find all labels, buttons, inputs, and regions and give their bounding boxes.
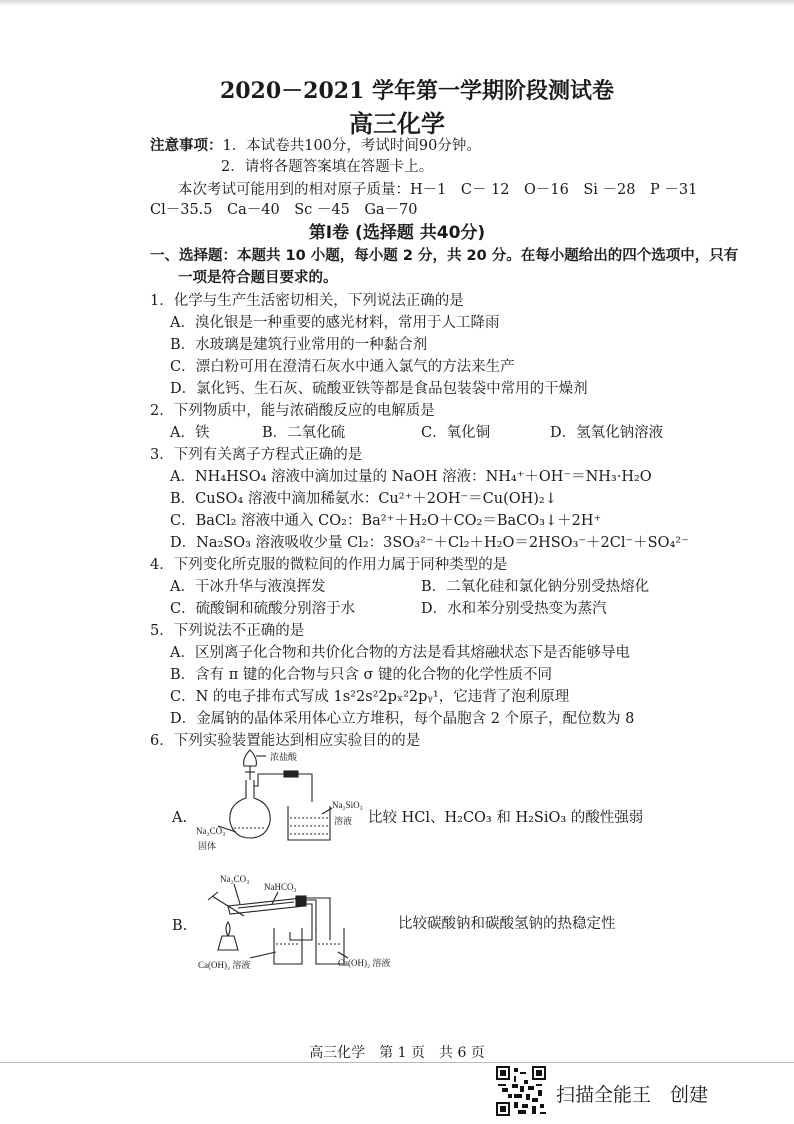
q3-option-a: A．NH₄HSO₄ 溶液中滴加过量的 NaOH 溶液：NH₄⁺＋OH⁻＝NH₃·H₂O [170,469,652,485]
q6-option-b-text: 比较碳酸钠和碳酸氢钠的热稳定性 [398,916,616,932]
q5-option-d: D．金属钠的晶体采用体心立方堆积，每个晶胞含 2 个原子，配位数为 8 [170,711,635,727]
atomic-masses-1: 本次考试可能用到的相对原子质量：H－1 C－ 12 O－16 Si －28 P －31 [178,182,698,198]
exam-title: 2020－2021 学年第一学期阶段测试卷 [219,78,615,104]
q4-stem: 4．下列变化所克服的微粒间的作用力属于同种类型的是 [150,557,508,573]
exam-subject: 高三化学 [349,110,445,138]
q2-option-d: D．氢氧化钠溶液 [550,425,664,441]
scan-divider [0,1062,794,1063]
fig-b-left-solution-label: Ca(OH)₂ 溶液 [198,960,251,970]
q1-option-d: D．氯化钙、生石灰、硫酸亚铁等都是食品包装袋中常用的干燥剂 [170,381,588,397]
fig-b-na2co3-label: Na₂CO₃ [220,874,250,884]
fig-a-solution-label-1: Na₂SiO₃ [332,800,363,810]
q2-option-c: C．氧化铜 [421,425,491,441]
q5-option-c: C．N 的电子排布式写成 1s²2s²2pₓ²2pᵧ¹，它违背了泡利原理 [170,689,570,705]
q3-option-b: B．CuSO₄ 溶液中滴加稀氨水：Cu²⁺＋2OH⁻＝Cu(OH)₂↓ [170,491,557,507]
q1-option-a: A．溴化银是一种重要的感光材料，常用于人工降雨 [170,315,500,331]
q6-option-a-text: 比较 HCl、H₂CO₃ 和 H₂SiO₃ 的酸性强弱 [368,810,644,826]
q6-stem: 6．下列实验装置能达到相应实验目的的是 [150,733,421,749]
qr-code-icon [496,1066,546,1116]
q1-option-b: B．水玻璃是建筑行业常用的一种黏合剂 [170,337,428,353]
notes-label: 注意事项： [150,138,223,154]
fig-a-acid-label: 浓盐酸 [270,752,298,762]
notes-item-1: 1．本试卷共100分，考试时间90分钟。 [222,138,481,154]
fig-b-right-solution-label: Ca(OH)₂ 溶液 [338,958,391,968]
q4-option-a: A．干冰升华与液溴挥发 [170,579,326,595]
q5-option-b: B．含有 π 键的化合物与只含 σ 键的化合物的化学性质不同 [170,667,553,683]
section-title: 第Ⅰ卷 (选择题 共40分) [308,223,486,243]
q5-option-a: A．区别离子化合物和共价化合物的方法是看其熔融状态下是否能够导电 [170,645,630,661]
notes-line-1 [150,136,481,156]
q6-figure-a [192,744,362,854]
fig-b-nahco3-label: NaHCO₃ [264,882,297,892]
q6-option-a-label: A. [172,810,188,826]
q4-option-d: D．水和苯分别受热变为蒸汽 [421,601,607,617]
q1-stem: 1．化学与生产生活密切相关，下列说法正确的是 [150,293,464,309]
q6-figure-b [198,870,398,970]
scan-edge [0,0,794,6]
q6-option-b-label: B. [172,918,188,934]
fig-a-solid-label-2: 固体 [198,841,217,851]
q4-option-c: C．硫酸铜和硫酸分别溶于水 [170,601,356,617]
q3-option-c: C．BaCl₂ 溶液中通入 CO₂：Ba²⁺＋H₂O＋CO₂＝BaCO₃↓＋2H⁺ [170,513,602,529]
q3-option-d: D．Na₂SO₃ 溶液吸收少量 Cl₂：3SO₃²⁻＋Cl₂＋H₂O＝2HSO₃⁻＋2Cl⁻＋SO₄²⁻ [170,535,689,551]
section-instruction-2: 一项是符合题目要求的。 [178,270,338,286]
q4-option-b: B．二氧化硅和氯化钠分别受热熔化 [421,579,650,595]
q6-figure-b-drawing [198,870,398,970]
page-footer: 高三化学 第 1 页 共 6 页 [309,1045,485,1061]
q1-option-c: C．漂白粉可用在澄清石灰水中通入氯气的方法来生产 [170,359,515,375]
q5-stem: 5．下列说法不正确的是 [150,623,305,639]
q3-stem: 3．下列有关离子方程式正确的是 [150,447,363,463]
atomic-masses-2: Cl－35.5 Ca－40 Sc －45 Ga－70 [150,202,418,218]
scanner-watermark: 扫描全能王 创建 [556,1084,709,1106]
notes-item-2: 2．请将各题答案填在答题卡上。 [221,159,434,175]
q2-stem: 2．下列物质中，能与浓硝酸反应的电解质是 [150,403,435,419]
q2-option-b: B．二氧化硫 [262,425,346,441]
q2-option-a: A．铁 [170,425,210,441]
fig-a-solution-label-2: 溶液 [334,816,353,826]
fig-a-solid-label-1: Na₂CO₃ [196,826,226,836]
section-instruction-1: 一、选择题：本题共 10 小题，每小题 2 分，共 20 分。在每小题给出的四个选项中，只有 [150,248,739,264]
